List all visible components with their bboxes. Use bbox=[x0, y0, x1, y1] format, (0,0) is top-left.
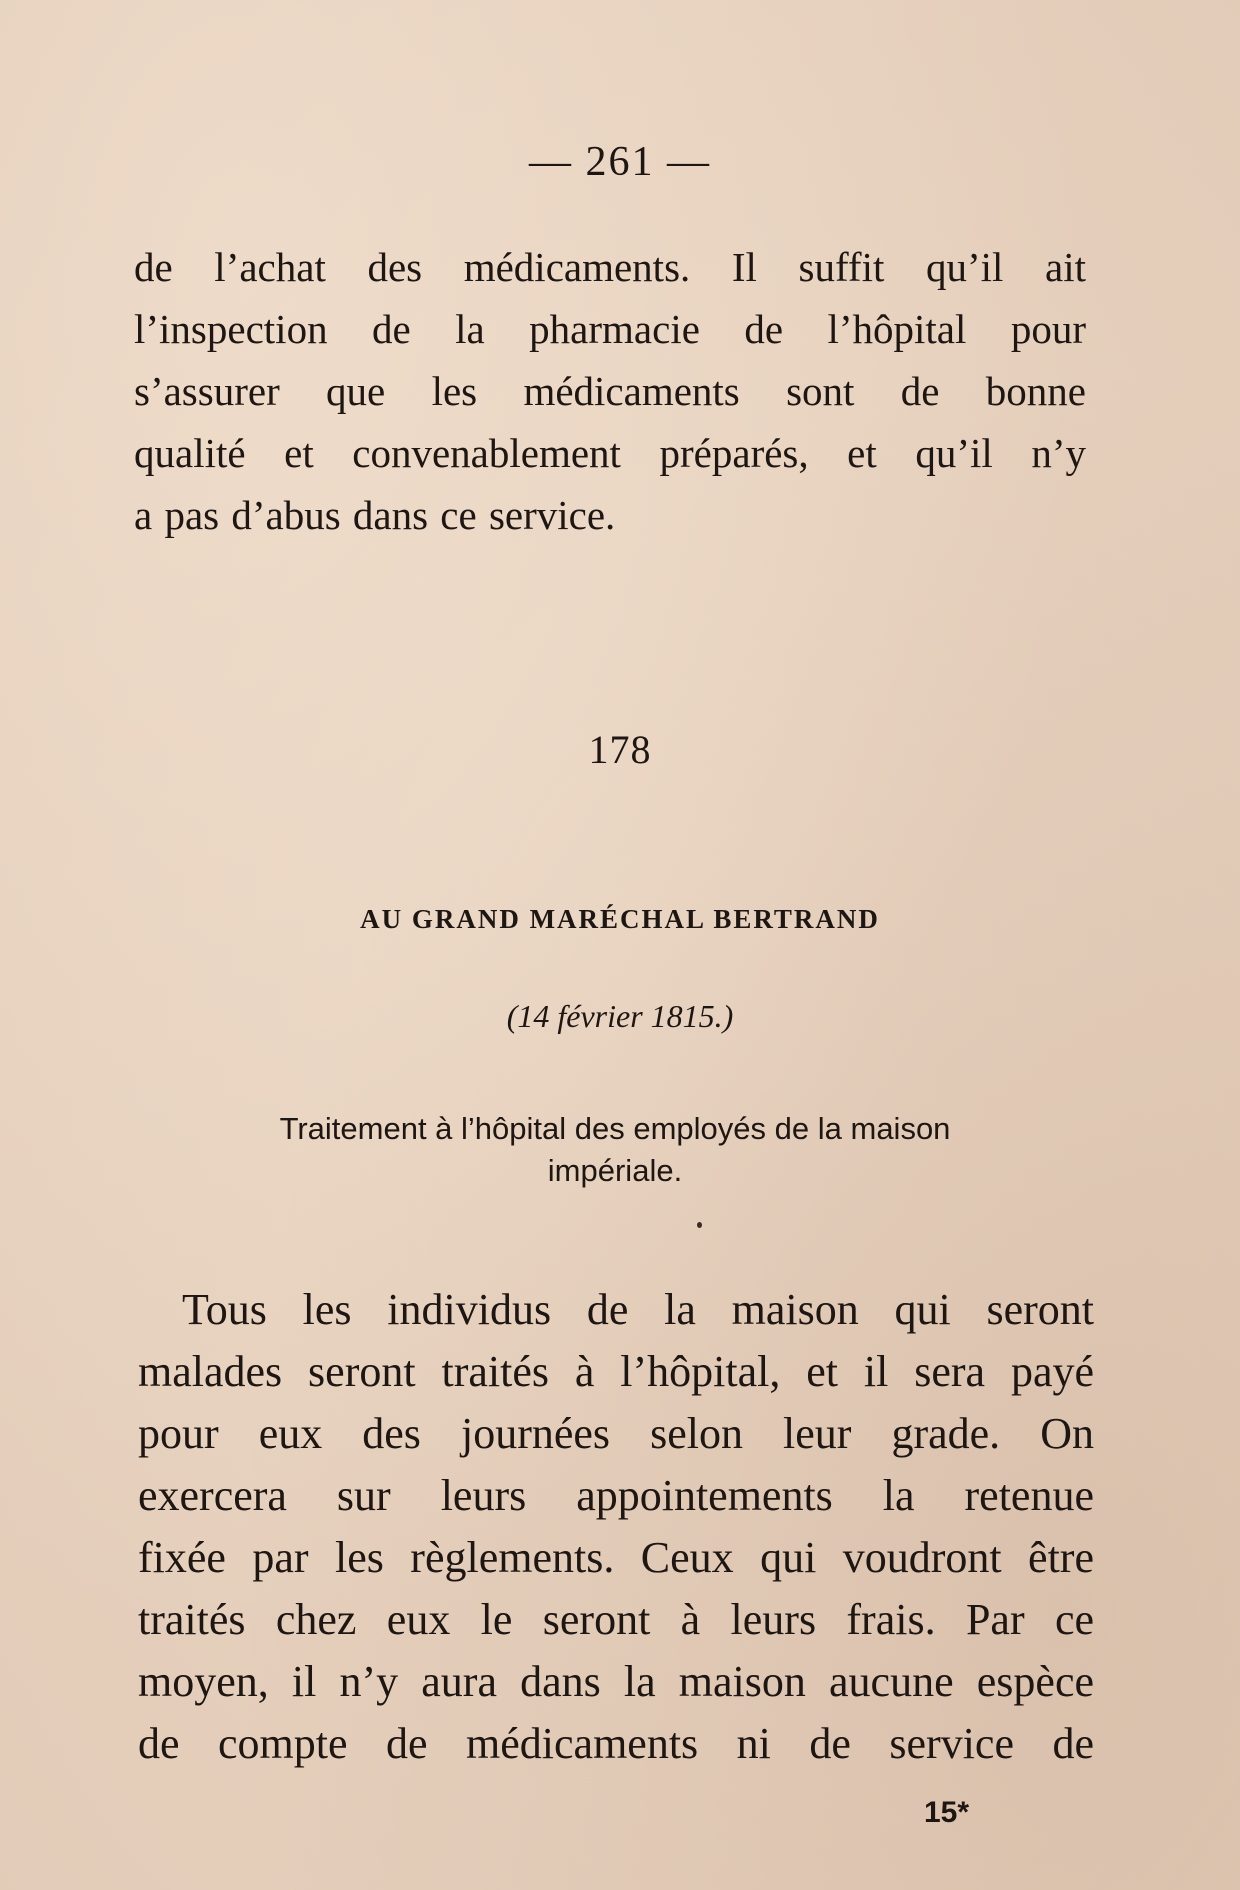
letter-recipient: AU GRAND MARÉCHAL BERTRAND bbox=[360, 904, 880, 934]
page-header: — 261 — bbox=[529, 139, 711, 185]
text-line: Tous les individus de la maison qui seront bbox=[182, 1285, 1094, 1334]
letter-paragraph bbox=[138, 1279, 1094, 1775]
signature-mark: 15* bbox=[924, 1796, 970, 1829]
letter-number: 178 bbox=[588, 727, 652, 772]
text-line: exercera sur leurs appointements la retenue bbox=[138, 1471, 1094, 1520]
summary-line: Traitement à l’hôpital des employés de la maison bbox=[279, 1111, 951, 1146]
continuation-paragraph bbox=[134, 236, 1086, 546]
text-line: malades seront traités à l’hôpital, et il sera payé bbox=[138, 1347, 1094, 1396]
text-line: traités chez eux le seront à leurs frais. Par ce bbox=[138, 1595, 1094, 1644]
text-line: pour eux des journées selon leur grade. On bbox=[138, 1409, 1094, 1458]
text-line: de compte de médicaments ni de service de bbox=[138, 1719, 1094, 1768]
letter-date: (14 février 1815.) bbox=[506, 998, 734, 1034]
text-line: a pas d’abus dans ce service. bbox=[134, 492, 616, 538]
letter-summary bbox=[200, 1108, 1030, 1192]
text-line: moyen, il n’y aura dans la maison aucune espèce bbox=[138, 1657, 1094, 1706]
ink-dot bbox=[697, 1222, 702, 1228]
text-line: fixée par les règlements. Ceux qui voudront être bbox=[138, 1533, 1094, 1582]
text-line: qualité et convenablement préparés, et qu’il n’y bbox=[134, 430, 1086, 476]
summary-line: impériale. bbox=[547, 1153, 683, 1188]
text-line: s’assurer que les médicaments sont de bonne bbox=[134, 368, 1086, 414]
text-line: l’inspection de la pharmacie de l’hôpital pour bbox=[134, 306, 1086, 352]
text-line: de l’achat des médicaments. Il suffit qu’il ait bbox=[134, 244, 1086, 290]
